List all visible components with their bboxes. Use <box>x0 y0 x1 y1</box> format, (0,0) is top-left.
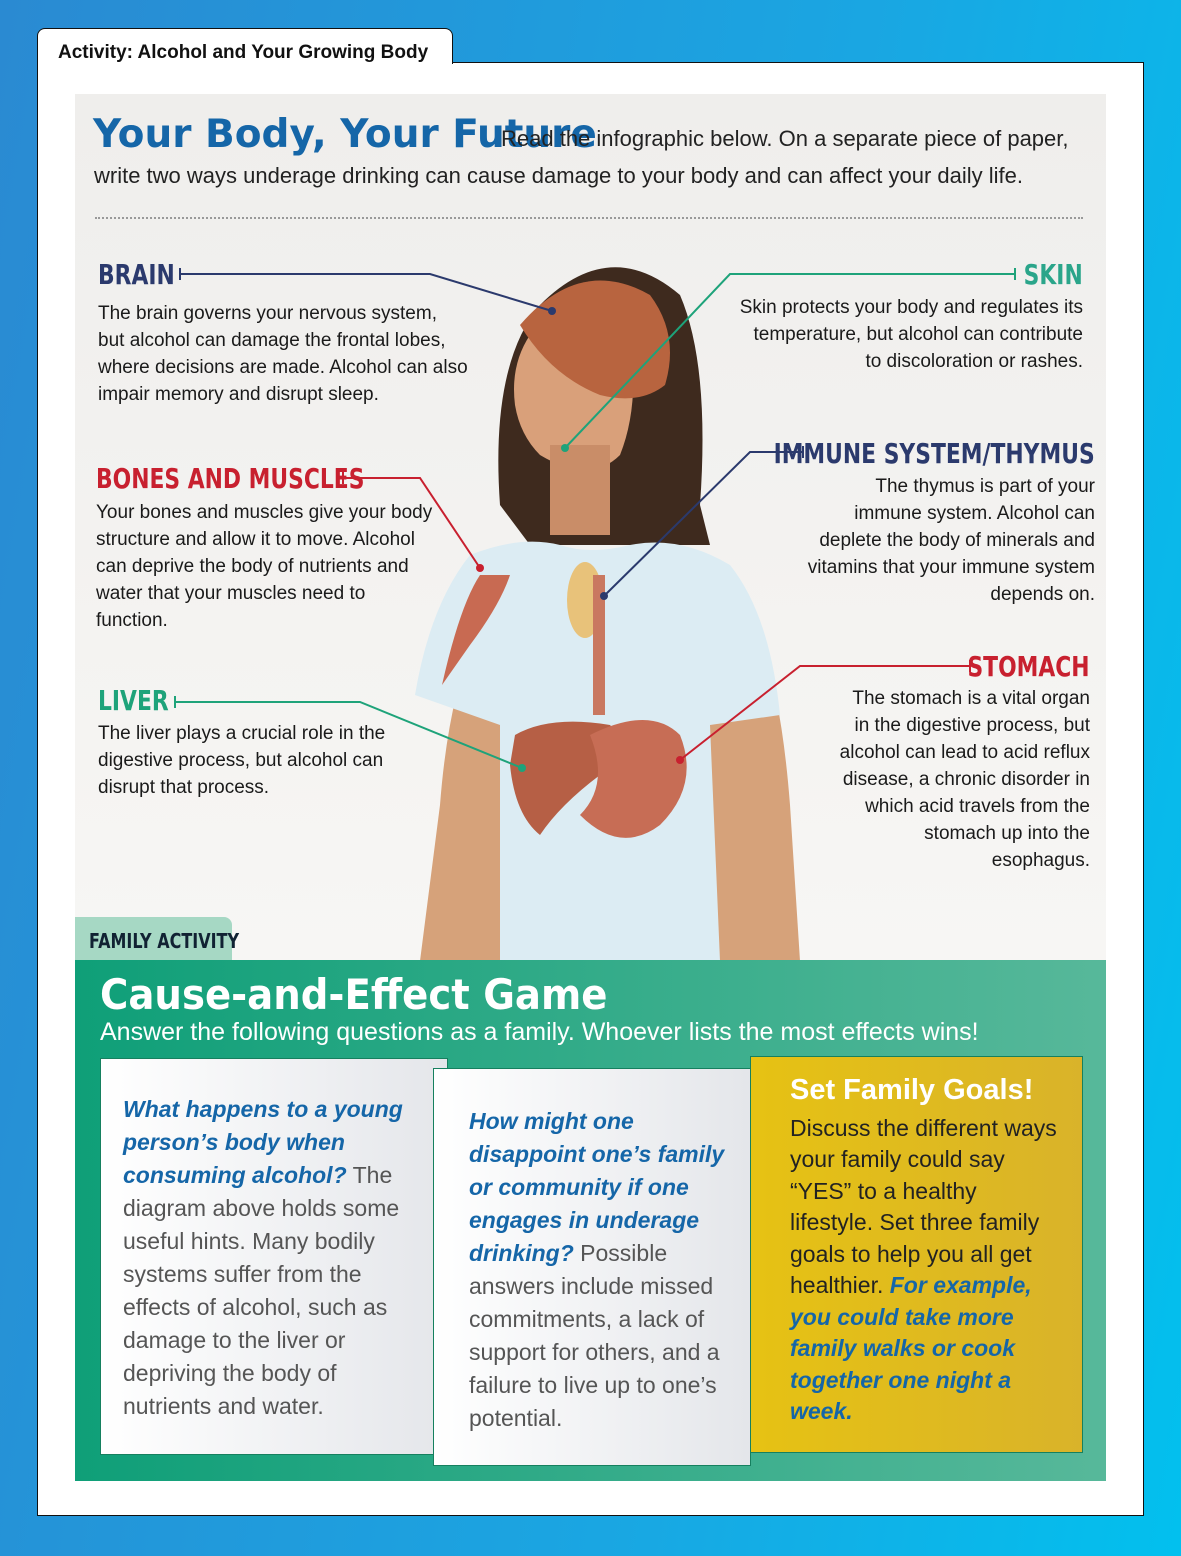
goals-text: Discuss the different ways your family could say “YES” to a healthy lifestyle. Set three family goals to help you all get healthier. <box>790 1114 1057 1298</box>
goals-title: Set Family Goals! <box>790 1074 1034 1106</box>
divider <box>95 217 1083 219</box>
immune-heading: IMMUNE SYSTEM/THYMUS <box>773 437 1095 470</box>
question-card-2 <box>433 1068 751 1466</box>
goals-example: For example, you could take more family walks or cook together one night a week. <box>790 1272 1032 1424</box>
bones-text: Your bones and muscles give your body structure and allow it to move. Alcohol can deprive the body of nutrients and water that your muscles need to function. <box>96 502 433 631</box>
brain-heading: BRAIN <box>98 258 175 291</box>
question-2: How might one disappoint one’s family or community if one engages in underage drinking? <box>469 1108 725 1266</box>
question-card-1 <box>100 1058 448 1455</box>
answer-2: Possible answers include missed commitments, a lack of support for others, and a failure to live up to one’s potential. <box>469 1240 720 1431</box>
immune-text: The thymus is part of your immune system. Alcohol can deplete the body of minerals and vitamins that your immune system depends on. <box>807 476 1095 605</box>
question-1: What happens to a young person’s body when consuming alcohol? <box>123 1096 403 1188</box>
intro-line-1: Read the infographic below. On a separate piece of paper, <box>501 126 1069 151</box>
activity-tab <box>37 28 453 64</box>
game-subtitle: Answer the following questions as a family. Whoever lists the most effects wins! <box>100 1018 979 1046</box>
neck <box>550 445 610 535</box>
goals-card <box>750 1056 1083 1453</box>
stomach-heading: STOMACH <box>967 650 1090 683</box>
answer-1: The diagram above holds some useful hints. Many bodily systems suffer from the effects of alcohol, such as damage to the liver or depriving the body of nutrients and water. <box>123 1162 400 1419</box>
family-activity-label: FAMILY ACTIVITY <box>89 929 240 953</box>
activity-tab-label: Activity: Alcohol and Your Growing Body <box>58 42 429 63</box>
liver-text: The liver plays a crucial role in the digestive process, but alcohol can disrupt that process. <box>98 723 386 798</box>
esophagus <box>593 575 605 715</box>
stomach-text: The stomach is a vital organ in the digestive process, but alcohol can lead to acid reflux disease, a chronic disorder in which acid travels from the stomach up into the esophagus. <box>839 688 1090 871</box>
game-title: Cause-and-Effect Game <box>100 970 608 1019</box>
bones-heading: BONES AND MUSCLES <box>96 462 365 495</box>
family-activity-tab <box>75 917 240 961</box>
intro-line-2: write two ways underage drinking can cause damage to your body and can affect your daily life. <box>94 163 1024 188</box>
liver-heading: LIVER <box>98 684 169 717</box>
skin-text: Skin protects your body and regulates its temperature, but alcohol can contribute to discoloration or rashes. <box>739 297 1083 372</box>
page-title: Your Body, Your Future <box>93 112 597 157</box>
brain-text: The brain governs your nervous system, but alcohol can damage the frontal lobes, where decisions are made. Alcohol can also impair memory and disrupt sleep. <box>98 303 468 405</box>
skin-heading: SKIN <box>1023 258 1083 291</box>
